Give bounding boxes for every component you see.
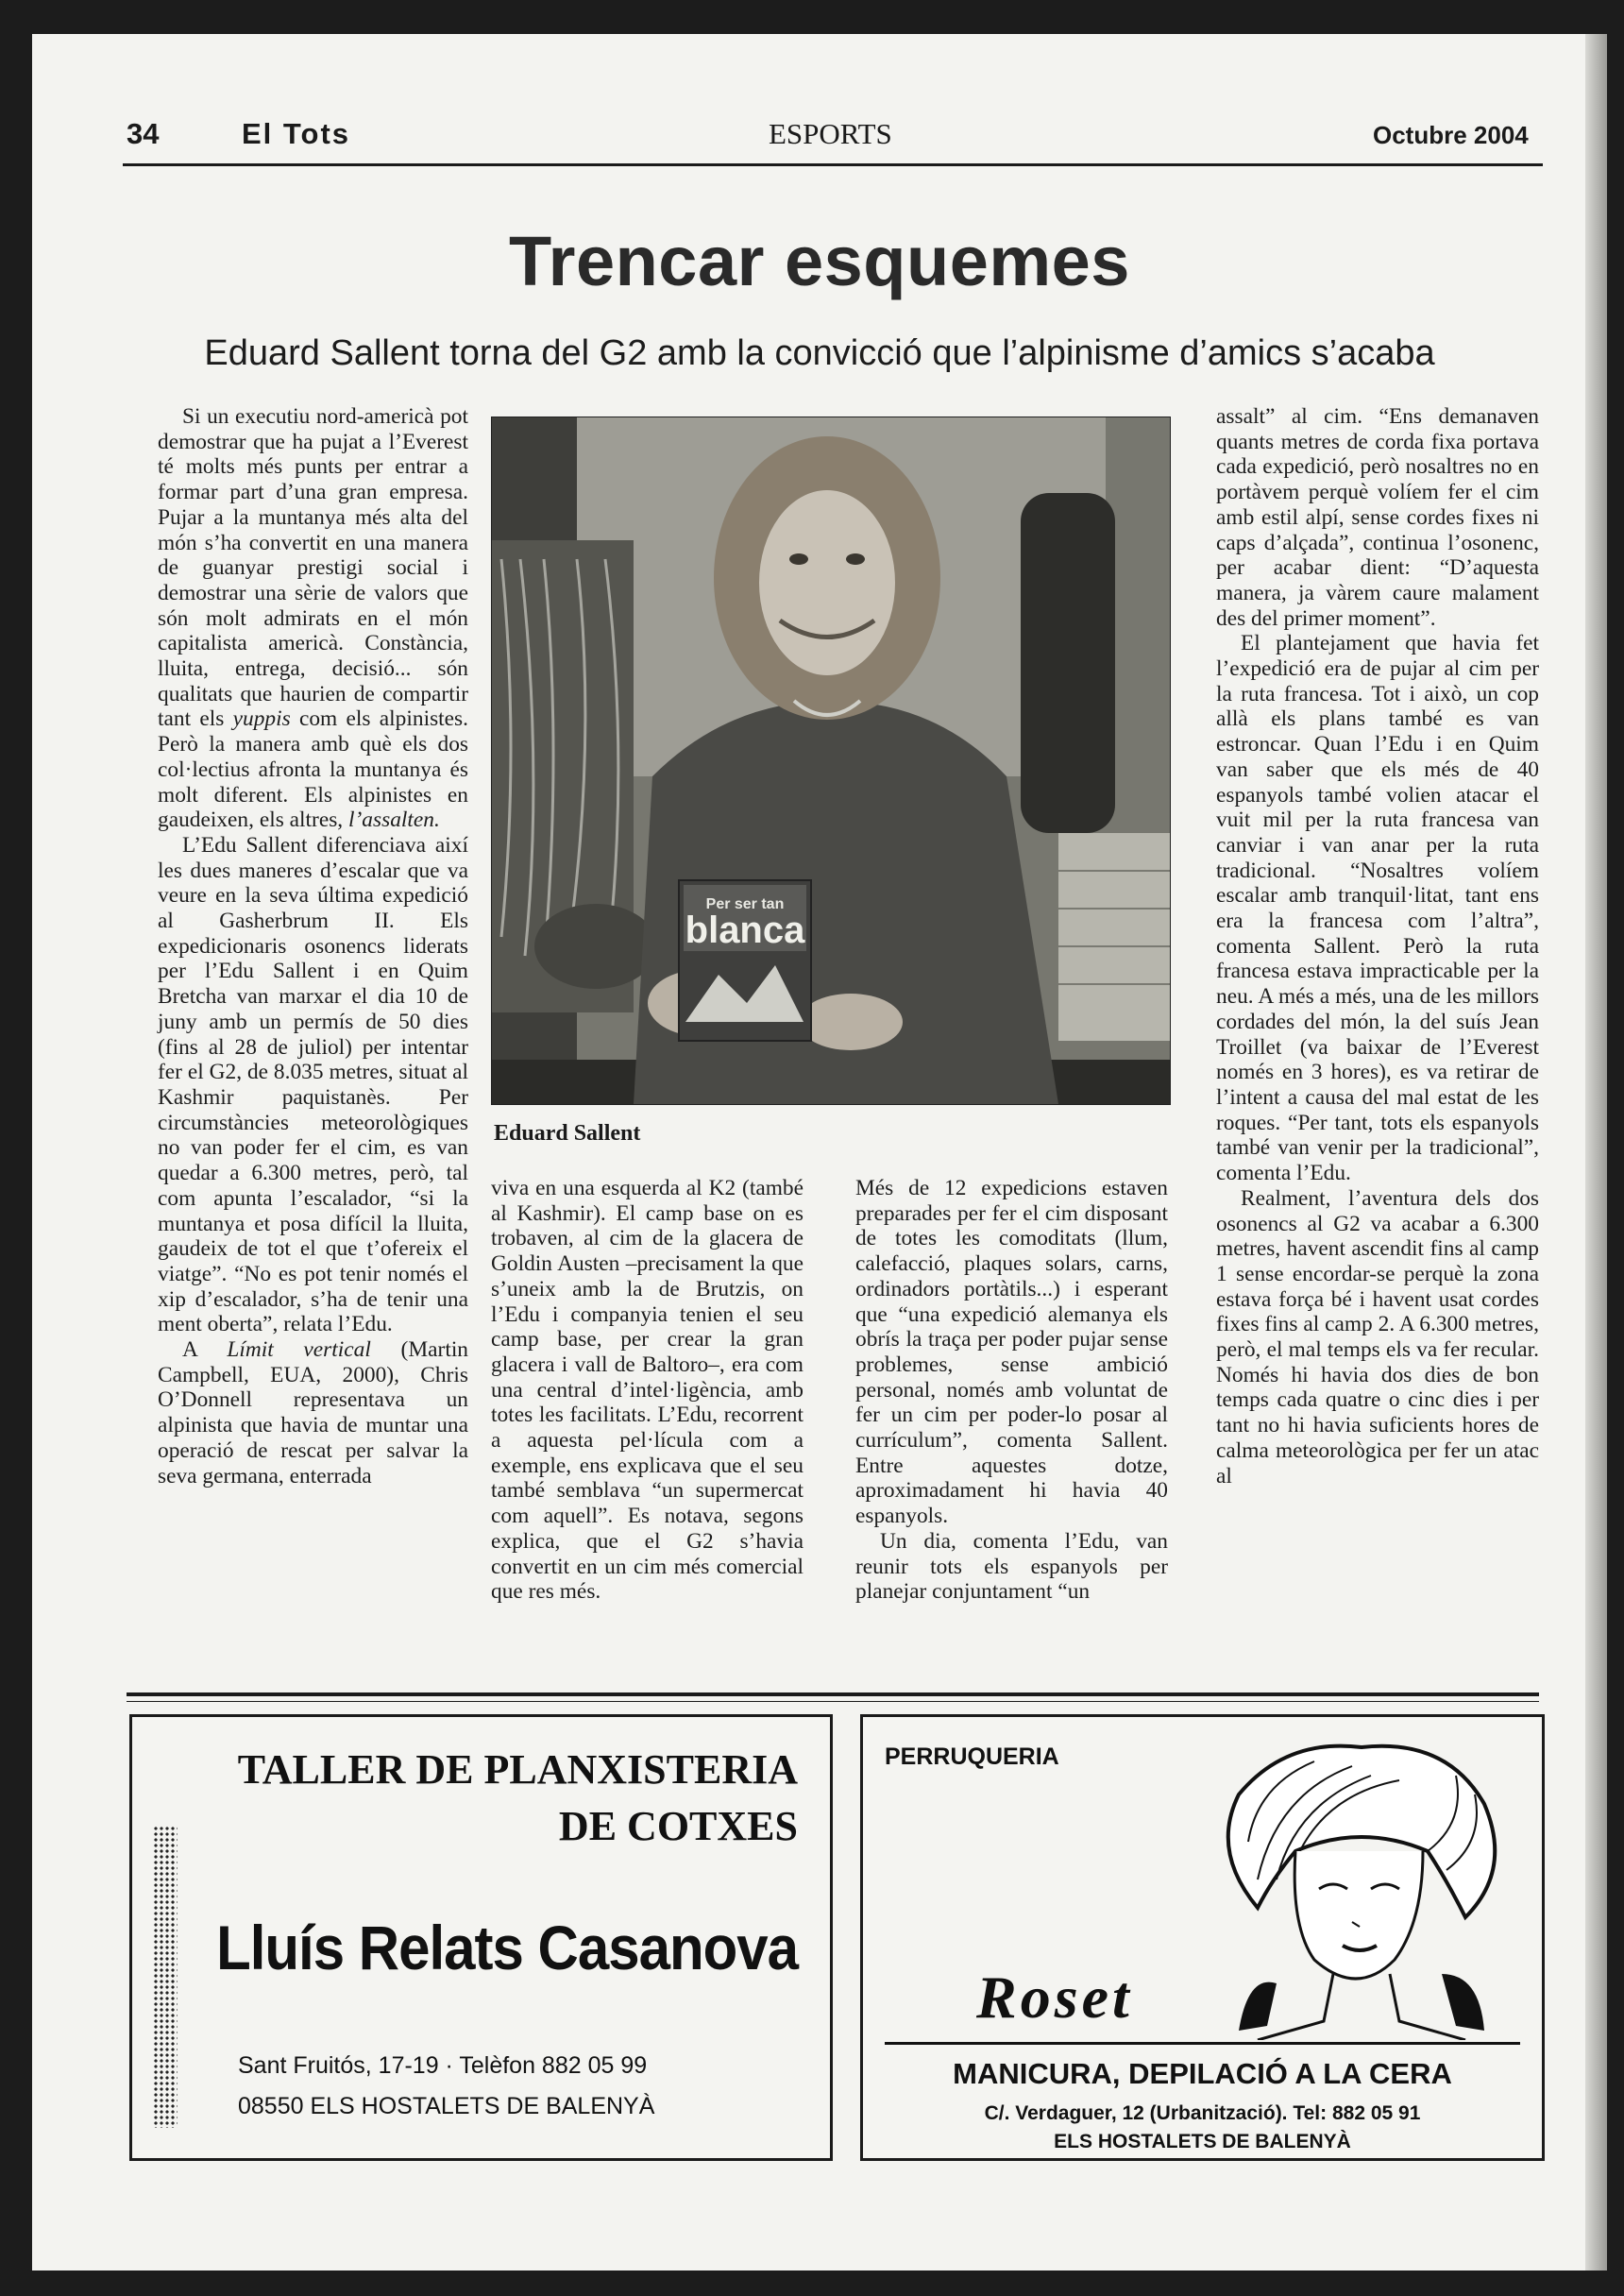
ad-taller-planxisteria	[129, 1714, 833, 2161]
paragraph: Un dia, comenta l’Edu, van reunir tots els espanyols per planejar conjuntament “un	[855, 1528, 1168, 1605]
ad-right-city: ELS HOSTALETS DE BALENYÀ	[1054, 2131, 1351, 2152]
paragraph: A Límit vertical (Martin Campbell, EUA, 2000), Chris O’Donnell representava un alpinista que havia de muntar una operació de rescat per salvar la seva germana, enterrada	[158, 1337, 469, 1488]
paragraph: Si un executiu nord-americà pot demostrar que ha pujat a l’Everest té molts més punts per entrar a formar part d’una gran empresa. Pujar a la muntanya més alta del món s’ha convertit en una manera de guanyar prestigi social i demostrar una sèrie de valors que són molt admirats en el món capitalista americà. Constància, lluita, entrega, decisió... són qualitats que haurien de compartir tant els yuppis com els alpinistes. Però la manera amb què els dos col·lectius afronta la muntanya és molt diferent. Els alpinistes en gaudeixen, els altres, l’assalten.	[158, 404, 468, 833]
book-title-line2: blanca	[685, 910, 805, 951]
article-title: Trencar esquemes	[509, 222, 1130, 300]
header-date: Octubre 2004	[1373, 121, 1529, 149]
ad-left-line1: TALLER DE PLANXISTERIA	[237, 1746, 798, 1793]
paragraph: Més de 12 expedicions estaven preparades per fer el cim disposant de totes les comoditats (llum, calefacció, plaques solars, carns, ordinadors portàtils...) i esperant que “una expedició alemanya els obrís la traça per poder pujar sense problemes, sense ambició personal, només amb voluntat de fer un cim per poder-lo posar al currículum”, comenta Sallent. Entre aquestes dotze, aproximadament hi havia 40 espanyols.	[855, 1176, 1168, 1529]
header-rule	[123, 163, 1543, 166]
ad-left-city: 08550 ELS HOSTALETS DE BALENYÀ	[238, 2093, 655, 2119]
paragraph: viva en una esquerda al K2 (també al Kashmir). El camp base on es trobaven, al cim de la glacera de Goldin Austen –precisament la que s’uneix amb la de Brutzis, on l’Edu i companyia tenien el seu camp base, per crear la gran glacera i vall de Baltoro–, era com una central d’intel·ligència, amb totes les facilitats. L’Edu, recorrent a aquesta pel·lícula com a exemple, ens explicava que el seu també semblava “un supermercat com aquell”. Es notava, segons explica, que el G2 s’havia convertit en un cim més comercial que res més.	[491, 1176, 804, 1605]
paragraph: El plantejament que havia fet l’expedició era de pujar al cim per la ruta francesa. Tot i això, un cop allà els plans també es van estroncar. Quan l’Edu i en Quim van saber que els més de 40 espanyols també volien atacar el vuit mil per la ruta francesa van canviar i van anar per la ruta tradicional. “Nosaltres volíem escalar amb tranquil·litat, tant ens era la francesa com l’altra”, comenta Sallent. Però la ruta francesa estava impracticable per la neu. A més a més, una de les millors cordades del món, la del suís Jean Troillet (va baixar de l’Everest només en 3 hores), es va retirar de l’intent a causa del mal estat de les roques. “Per tant, tots els espanyols també van venir per la tradicional”, comenta l’Edu.	[1216, 631, 1539, 1186]
ad-right-services: MANICURA, DEPILACIÓ A LA CERA	[953, 2057, 1452, 2090]
book-title-line1: Per ser tan	[705, 896, 785, 912]
article-column-2	[491, 1176, 804, 1605]
ad-left-name: Lluís Relats Casanova	[216, 1913, 798, 1983]
ad-right-category: PERRUQUERIA	[885, 1743, 1059, 1770]
ads-separator-rule-thin	[127, 1701, 1539, 1702]
article-column-3	[855, 1176, 1168, 1605]
ad-right-rule	[885, 2042, 1520, 2045]
paragraph: assalt” al cim. “Ens demanaven quants metres de corda fixa portava cada expedició, però nosaltres no en portàvem perquè volíem fer el cim amb estil alpí, sense cordes fixes ni caps d’alçada”, continua l’osonenc, per acabar dient: “D’aquesta manera, ja vàrem caure malament des del primer moment”.	[1216, 404, 1539, 631]
photo-illustration	[492, 417, 1170, 1104]
paragraph: L’Edu Sallent diferenciava així les dues maneres d’escalar que va veure en la seva última expedició al Gasherbrum II. Els expedicionaris osonencs liderats per l’Edu Sallent i en Quim Bretcha van marxar el dia 10 de juny amb un permís de 50 dies (fins al 28 de juliol) per intentar fer el G2, de 8.035 metres, situat al Kashmir paquistanès. Per circumstàncies meteorològiques no van poder fer el cim, es van quedar a 6.300 metres, però, tal com apunta l’escalador, “si la muntanya et posa difícil la lluita, gaudeix de tot el que t’ofereix el viatge”. “No es pot tenir només el xip d’escalador, s’ha de tenir una ment oberta”, relata l’Edu.	[158, 832, 468, 1337]
article-photo	[491, 417, 1171, 1105]
ad-perruqueria-roset	[860, 1714, 1545, 2161]
ad-right-address: C/. Verdaguer, 12 (Urbanització). Tel: 882 05 91	[984, 2102, 1421, 2124]
article-column-1	[158, 404, 468, 1488]
ads-separator-rule	[127, 1692, 1539, 1696]
ad-right-name: Roset	[976, 1964, 1133, 2031]
header-page-number: 34	[127, 117, 160, 150]
woman-face-illustration-icon	[1201, 1738, 1513, 2040]
ad-left-address: Sant Fruitós, 17-19 · Telèfon 882 05 99	[238, 2052, 648, 2079]
paragraph: Realment, l’aventura dels dos osonencs al G2 va acabar a 6.300 metres, havent ascendit fins al camp 1 sense encordar-se perquè la zona estava força bé i havent usat cordes fixes fins al camp 2. A 6.300 metres, però, el mal temps els va fer recular. Només hi havia dos dies de bon temps cada quatre o cinc dies i per tant no hi havia suficients hores de calma meteorològica per fer un atac al	[1216, 1185, 1539, 1488]
header-section: ESPORTS	[769, 117, 892, 150]
header-publication: El Tots	[242, 117, 351, 150]
photo-caption: Eduard Sallent	[494, 1121, 641, 1146]
newspaper-page	[32, 34, 1607, 2270]
article-subtitle: Eduard Sallent torna del G2 amb la convicció que l’alpinisme d’amics s’acaba	[204, 333, 1435, 373]
article-column-4	[1216, 404, 1539, 1488]
ad-left-line2: DE COTXES	[558, 1803, 798, 1849]
